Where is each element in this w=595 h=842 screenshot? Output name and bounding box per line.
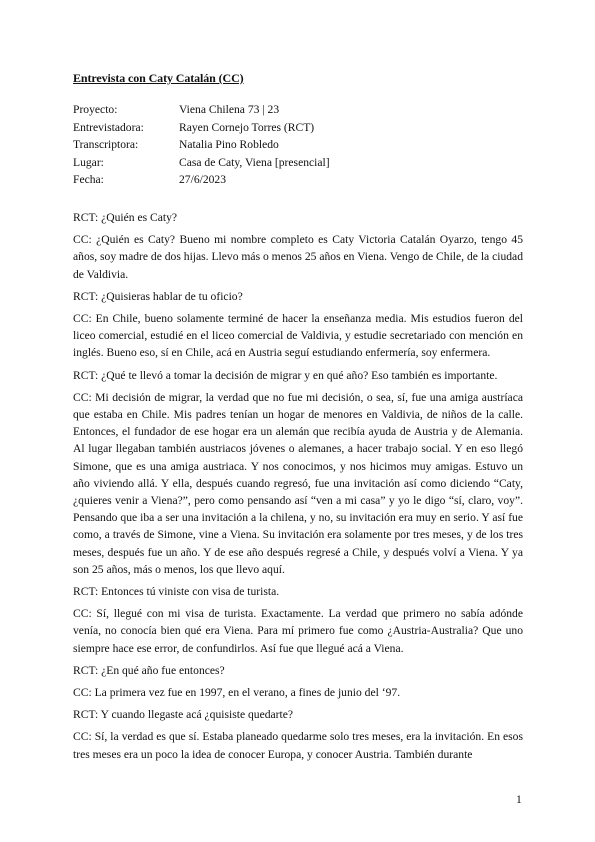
metadata-label: Transcriptora: <box>73 138 139 152</box>
question-paragraph: RCT: Entonces tú viniste con visa de turista. <box>73 585 280 599</box>
metadata-row-date <box>73 171 330 189</box>
metadata-row-transcriber <box>73 136 330 154</box>
question-paragraph: RCT: ¿Qué te llevó a tomar la decisión de migrar y en qué año? Eso también es importante. <box>73 368 498 382</box>
answer-paragraph: CC: Sí, la verdad es que sí. Estaba planeado quedarme solo tres meses, era la invitación. En esos tres meses era un poco la idea de conocer Europa, y conocer Austria. También durante <box>73 730 523 761</box>
metadata-row-interviewer <box>73 119 330 137</box>
answer-paragraph: CC: ¿Quién es Caty? Bueno mi nombre completo es Caty Victoria Catalán Oyarzo, tengo 45 años, soy madre de dos hijas. Llevo más o menos 25 años en Viena. Vengo de Chile, de la ciudad de Valdivia. <box>73 233 523 281</box>
answer-paragraph: CC: Mi decisión de migrar, la verdad que no fue mi decisión, o sea, sí, fue una amiga austríaca que estaba en Chile. Mis padres tenían un hogar de menores en Valdivia, de niños de la calle. Entonces, el fundador de ese hogar era un alemán que recibía ayuda de Austria y de Alemania. Al lugar llegaban también austriacos jóvenes o alemanes, a hacer trabajo social. Y en eso llegó Simone, que es una amiga austriaca. Y nos conocimos, y nos hicimos muy amigas. Estuvo un año viviendo allá. Y ella, después cuando regresó, fue una invitación así como diciendo “Caty, ¿quieres venir a Viena?”, pero como pensando así “ven a mi casa” y yo le digo “sí, claro, voy”. Pensando que iba a ser una invitación a la chilena, y no, su invitación era muy en serio. Y así fue como, a través de Simone, vine a Viena. Su invitación era solamente por tres meses, y de los tres meses, después fue un año. Y de ese año después regresé a Chile, y después volví a Viena. Y ya son 25 años, más o menos, los que llevo aquí. <box>73 390 523 576</box>
question-paragraph: RCT: ¿Quién es Caty? <box>73 211 178 224</box>
question-paragraph: RCT: Y cuando llegaste acá ¿quisiste quedarte? <box>73 708 294 722</box>
metadata-label: Entrevistadora: <box>73 120 144 134</box>
metadata-value: Viena Chilena 73 | 23 <box>179 103 280 116</box>
metadata-row-place <box>73 154 330 172</box>
metadata-value: Casa de Caty, Viena [presencial] <box>179 155 330 169</box>
metadata-value: 27/6/2023 <box>179 173 227 187</box>
metadata-value: Rayen Cornejo Torres (RCT) <box>179 120 315 134</box>
page-number: 1 <box>516 793 522 806</box>
metadata-value: Natalia Pino Robledo <box>179 138 279 152</box>
question-paragraph: RCT: ¿En qué año fue entonces? <box>73 663 225 677</box>
metadata-label: Lugar: <box>73 155 104 169</box>
answer-paragraph: CC: La primera vez fue en 1997, en el verano, a fines de junio del ‘97. <box>73 686 401 700</box>
metadata-label: Fecha: <box>73 173 104 187</box>
answer-paragraph: CC: Sí, llegué con mi visa de turista. Exactamente. La verdad que primero no sabía adónde venía, no conocía bien qué era Viena. Para mí primero fue como ¿Austria-Australia? Que uno siempre hace ese error, de confundirlos. Así fue que llegué acá a Viena. <box>73 607 523 655</box>
question-paragraph: RCT: ¿Quisieras hablar de tu oficio? <box>73 289 243 303</box>
metadata-row-project <box>73 101 330 119</box>
transcript-body <box>73 209 523 768</box>
metadata-block <box>73 101 330 189</box>
document-title: Entrevista con Caty Catalán (CC) <box>73 71 244 85</box>
metadata-label: Proyecto: <box>73 103 118 116</box>
answer-paragraph: CC: En Chile, bueno solamente terminé de hacer la enseñanza media. Mis estudios fueron del liceo comercial, estudié en el liceo comercial de Valdivia, y estudie secretariado con mención en inglés. Bueno eso, sí en Chile, acá en Austria seguí estudiando enfermería, soy enfermera. <box>73 312 523 360</box>
